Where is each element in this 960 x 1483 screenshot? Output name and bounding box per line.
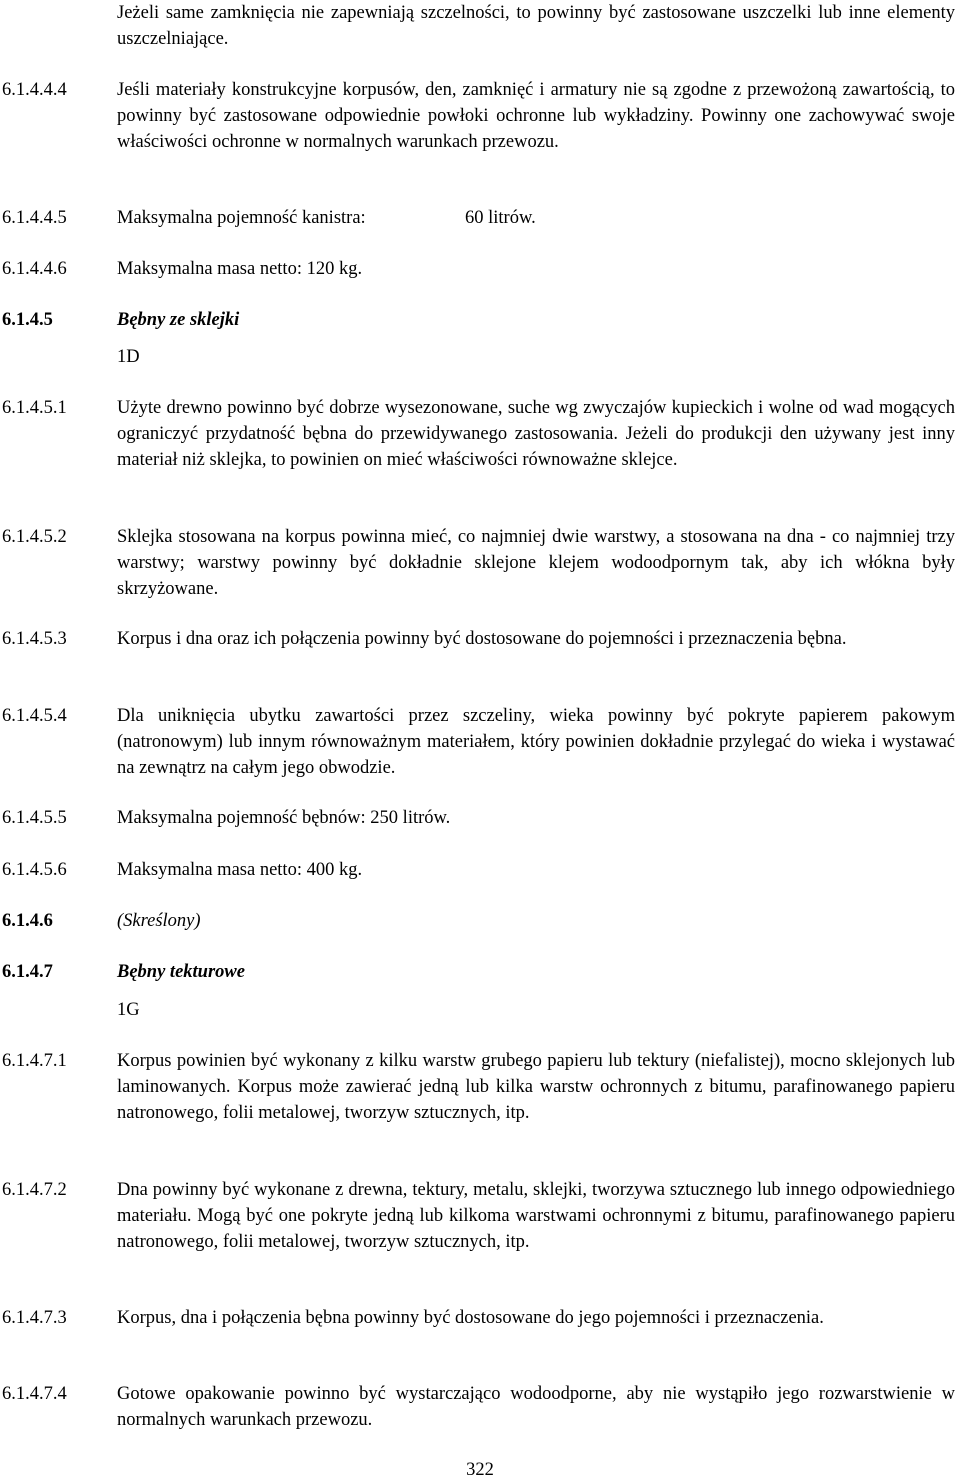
section-number-6-1-4-7-1: 6.1.4.7.1 <box>2 1051 67 1071</box>
paragraph-6-1-4-7-2: Dna powinny być wykonane z drewna, tektury, metalu, sklejki, tworzywa sztucznego lub innego odpowiedniego materiału. Mogą być one pokryte jedną lub kilkoma warstwami ochronnymi z bitumu, parafinowanego papieru natronowego, folii metalowej, tworzyw sztucznych, itp. <box>117 1180 955 1252</box>
section-number-6-1-4-7-2: 6.1.4.7.2 <box>2 1180 67 1200</box>
section-number-6-1-4-5-1: 6.1.4.5.1 <box>2 398 67 418</box>
packaging-code-1d: 1D <box>117 347 140 367</box>
paragraph-6-1-4-4-6: Maksymalna masa netto: 120 kg. <box>117 259 363 279</box>
paragraph-6-1-4-5-4: Dla uniknięcia ubytku zawartości przez szczeliny, wieka powinny być pokryte papierem pakowym (natronowym) lub innym równoważnym materiałem, który powinien dokładnie przylegać do wieka i wystawać na zewnątrz na całym jego obwodzie. <box>117 706 955 778</box>
section-number-6-1-4-5-3: 6.1.4.5.3 <box>2 629 67 649</box>
section-number-6-1-4-5-5: 6.1.4.5.5 <box>2 808 67 828</box>
capacity-value: 60 litrów. <box>465 208 536 228</box>
paragraph-6-1-4-5-3: Korpus i dna oraz ich połączenia powinny być dostosowane do pojemności i przeznaczenia bębna. <box>117 629 847 649</box>
section-title-6-1-4-5: Bębny ze sklejki <box>117 310 240 330</box>
section-number-6-1-4-4-5: 6.1.4.4.5 <box>2 208 67 228</box>
paragraph-6-1-4-4-4: Jeśli materiały konstrukcyjne korpusów, den, zamknięć i armatury nie są zgodne z przewożoną zawartością, to powinny być zastosowane odpowiednie powłoki ochronne lub wykładziny. Powinny one zachowywać swoje właściwości ochronne w normalnych warunkach przewozu. <box>117 80 955 152</box>
section-number-6-1-4-7-4: 6.1.4.7.4 <box>2 1384 67 1404</box>
section-number-6-1-4-6: 6.1.4.6 <box>2 911 53 931</box>
paragraph-6-1-4-7-4: Gotowe opakowanie powinno być wystarczająco wodoodporne, aby nie wystąpiło jego rozwarstwienie w normalnych warunkach przewozu. <box>117 1384 955 1430</box>
section-number-6-1-4-5-4: 6.1.4.5.4 <box>2 706 67 726</box>
paragraph-6-1-4-7-3: Korpus, dna i połączenia bębna powinny być dostosowane do jego pojemności i przeznaczenia. <box>117 1308 824 1328</box>
section-number-6-1-4-4-6: 6.1.4.4.6 <box>2 259 67 279</box>
section-title-6-1-4-6: (Skreślony) <box>117 911 201 931</box>
paragraph-6-1-4-5-5: Maksymalna pojemność bębnów: 250 litrów. <box>117 808 451 828</box>
packaging-code-1g: 1G <box>117 1000 140 1020</box>
section-number-6-1-4-7-3: 6.1.4.7.3 <box>2 1308 67 1328</box>
section-number-6-1-4-7: 6.1.4.7 <box>2 962 53 982</box>
capacity-label: Maksymalna pojemność kanistra: <box>117 208 366 228</box>
paragraph-6-1-4-5-6: Maksymalna masa netto: 400 kg. <box>117 860 363 880</box>
paragraph-6-1-4-7-1: Korpus powinien być wykonany z kilku warstw grubego papieru lub tektury (niefalistej), mocno sklejonych lub laminowanych. Korpus może zawierać jedną lub kilka warstw ochronnych z bitumu, parafinowanego papieru natronowego, folii metalowej, tworzyw sztucznych, itp. <box>117 1051 955 1123</box>
section-number-6-1-4-5: 6.1.4.5 <box>2 310 53 330</box>
page-number: 322 <box>466 1460 494 1480</box>
section-number-6-1-4-4-4: 6.1.4.4.4 <box>2 80 67 100</box>
paragraph-6-1-4-5-2: Sklejka stosowana na korpus powinna mieć, co najmniej dwie warstwy, a stosowana na dna - co najmniej trzy warstwy; warstwy powinny być dokładnie sklejone klejem wodoodpornym tak, aby ich włókna były skrzyżowane. <box>117 527 955 599</box>
section-number-6-1-4-5-6: 6.1.4.5.6 <box>2 860 67 880</box>
section-title-6-1-4-7: Bębny tekturowe <box>117 962 245 982</box>
paragraph-6-1-4-5-1: Użyte drewno powinno być dobrze wysezonowane, suche wg zwyczajów kupieckich i wolne od wad mogących ograniczyć przydatność bębna do przewidywanego zastosowania. Jeżeli do produkcji den używany jest inny materiał niż sklejka, to powinien on mieć właściwości równoważne sklejce. <box>117 398 955 470</box>
paragraph-continuation: Jeżeli same zamknięcia nie zapewniają szczelności, to powinny być zastosowane uszczelki lub inne elementy uszczelniające. <box>117 3 955 49</box>
section-number-6-1-4-5-2: 6.1.4.5.2 <box>2 527 67 547</box>
